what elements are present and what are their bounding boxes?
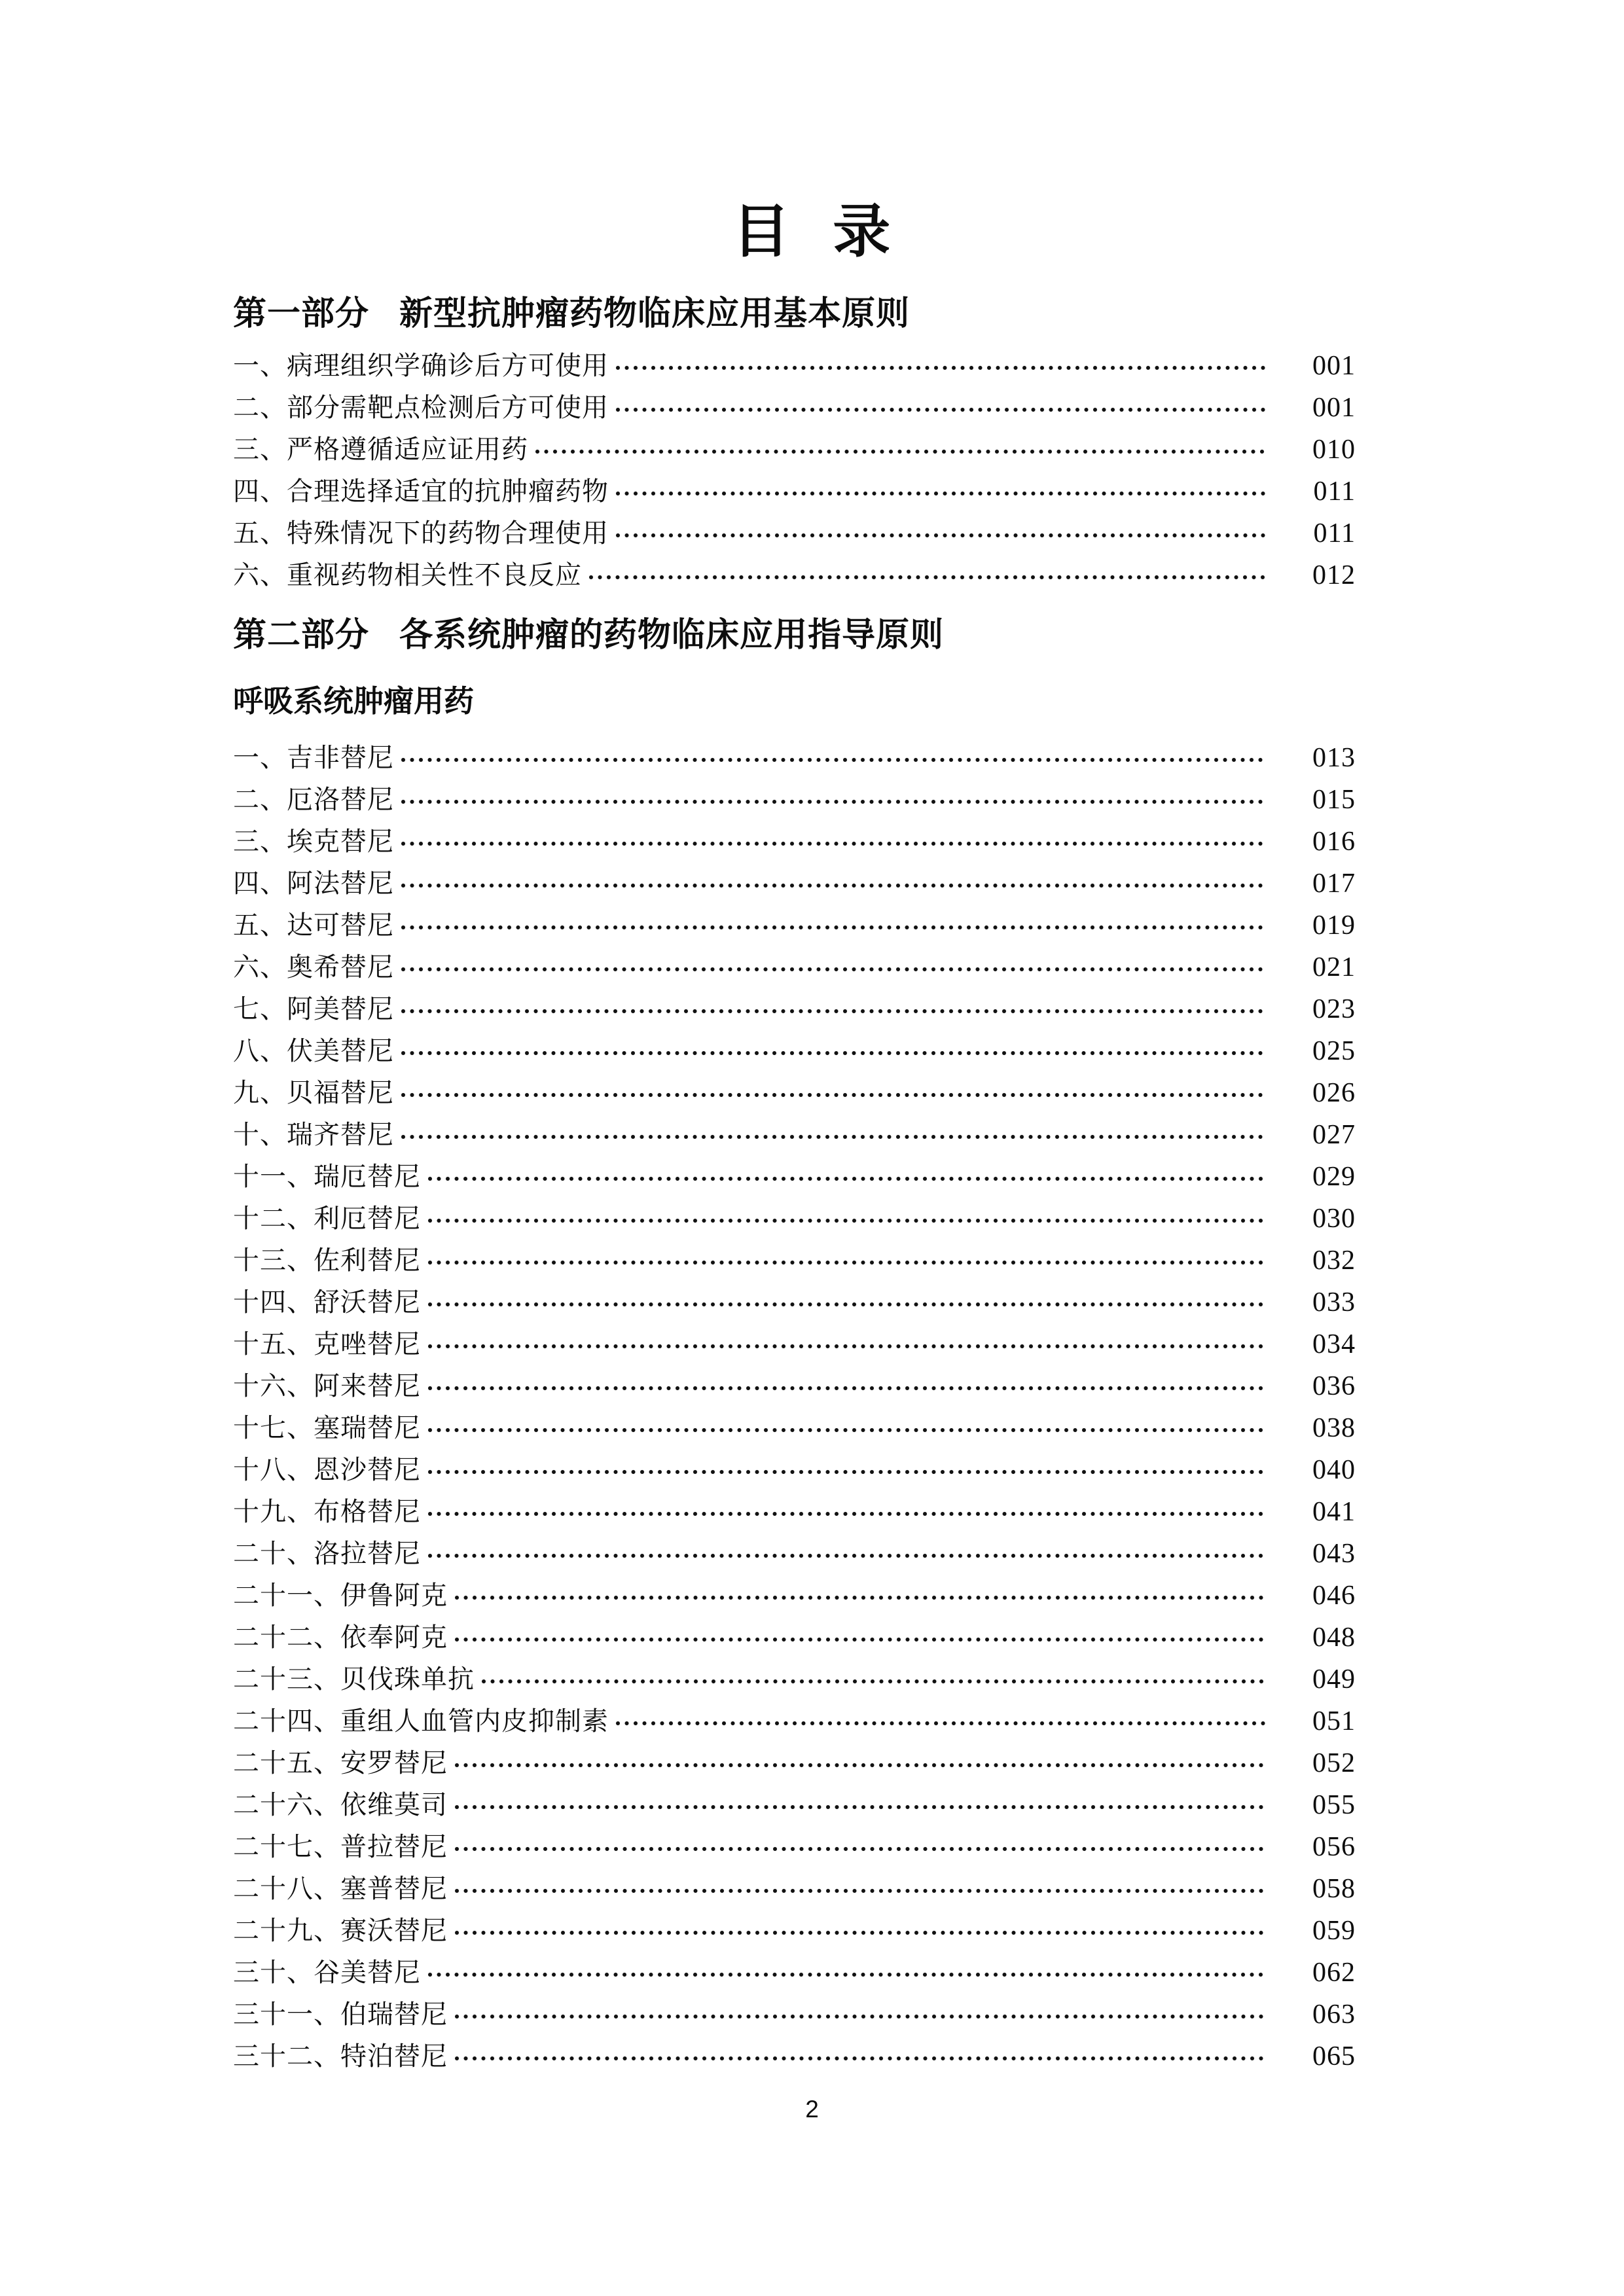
toc-entry-page: 017 xyxy=(1312,869,1356,899)
toc-entry xyxy=(233,1072,1356,1114)
toc-entry xyxy=(233,1617,1356,1659)
toc-entry-label: 二十六、依维莫司 xyxy=(233,1790,448,1820)
dotted-leader xyxy=(401,883,1265,888)
toc-entry xyxy=(233,1742,1356,1784)
toc-entry xyxy=(233,1952,1356,1994)
toc-entry-page: 034 xyxy=(1312,1329,1356,1360)
dotted-leader xyxy=(615,407,1265,412)
page-number: 2 xyxy=(805,2096,819,2123)
toc-entry xyxy=(233,1282,1356,1323)
toc-entry-label: 十四、舒沃替尼 xyxy=(233,1287,421,1318)
dotted-leader xyxy=(454,1763,1265,1768)
toc-entry-page: 030 xyxy=(1312,1204,1356,1234)
toc-entry-label: 二十一、伊鲁阿克 xyxy=(233,1581,448,1611)
toc-entry-page: 026 xyxy=(1312,1078,1356,1109)
toc-entry-page: 038 xyxy=(1312,1413,1356,1444)
part1-heading-title: 新型抗肿瘤药物临床应用基本原则 xyxy=(399,295,911,332)
toc-entry-label: 十七、塞瑞替尼 xyxy=(233,1413,421,1443)
toc-entry-label: 五、达可替尼 xyxy=(233,910,394,941)
toc-entry-page: 048 xyxy=(1312,1623,1356,1653)
dotted-leader xyxy=(454,1595,1265,1600)
dotted-leader xyxy=(401,1092,1265,1098)
dotted-leader xyxy=(454,2056,1265,2061)
toc-entry-page: 052 xyxy=(1312,1748,1356,1779)
dotted-leader xyxy=(588,575,1265,580)
toc-entry xyxy=(233,1323,1356,1365)
dotted-leader xyxy=(481,1679,1265,1684)
toc-entry-label: 二十七、普拉替尼 xyxy=(233,1832,448,1862)
toc-entry-label: 六、奥希替尼 xyxy=(233,952,394,982)
dotted-leader xyxy=(615,365,1265,370)
toc-entry-label: 十、瑞齐替尼 xyxy=(233,1120,394,1150)
toc-entry xyxy=(233,988,1356,1030)
toc-entry-page: 041 xyxy=(1312,1497,1356,1528)
toc-entry-page: 025 xyxy=(1312,1036,1356,1067)
dotted-leader xyxy=(454,1804,1265,1810)
toc-entry-label: 二十二、依奉阿克 xyxy=(233,1623,448,1653)
part2-heading-label: 第二部分 xyxy=(233,615,370,653)
dotted-leader xyxy=(401,1009,1265,1014)
dotted-leader xyxy=(401,1134,1265,1139)
toc-entry-label: 二十八、塞普替尼 xyxy=(233,1874,448,1904)
toc-entry-page: 001 xyxy=(1312,350,1356,381)
toc-entry xyxy=(233,1114,1356,1156)
toc-entry-label: 十一、瑞厄替尼 xyxy=(233,1162,421,1192)
toc-entry xyxy=(233,1407,1356,1449)
toc-entry-label: 十八、恩沙替尼 xyxy=(233,1455,421,1485)
part1-entries xyxy=(233,345,1356,596)
toc-entry-page: 013 xyxy=(1312,743,1356,774)
dotted-leader xyxy=(427,1386,1265,1391)
toc-entry xyxy=(233,554,1356,596)
dotted-leader xyxy=(615,533,1265,538)
toc-entry-label: 一、病理组织学确诊后方可使用 xyxy=(233,350,609,380)
toc-entry xyxy=(233,1826,1356,1868)
toc-entry-label: 三十二、特泊替尼 xyxy=(233,2041,448,2072)
toc-entry-label: 四、阿法替尼 xyxy=(233,869,394,899)
toc-entry xyxy=(233,1910,1356,1952)
toc-entry-page: 001 xyxy=(1312,392,1356,423)
toc-entry-page: 043 xyxy=(1312,1539,1356,1570)
dotted-leader xyxy=(427,1972,1265,1977)
toc-entry-label: 二十四、重组人血管内皮抑制素 xyxy=(233,1706,609,1736)
toc-entry-label: 十二、利厄替尼 xyxy=(233,1204,421,1234)
toc-entry-page: 021 xyxy=(1312,952,1356,983)
toc-entry xyxy=(233,946,1356,988)
toc-entry xyxy=(233,1868,1356,1910)
toc-entry-page: 016 xyxy=(1312,827,1356,857)
toc-entry-label: 二十、洛拉替尼 xyxy=(233,1539,421,1569)
toc-entry xyxy=(233,471,1356,512)
toc-entry-page: 040 xyxy=(1312,1455,1356,1486)
toc-entry-page: 010 xyxy=(1312,434,1356,465)
toc-entry-page: 032 xyxy=(1312,1246,1356,1276)
toc-entry-label: 二十九、赛沃替尼 xyxy=(233,1916,448,1946)
toc-entry-page: 019 xyxy=(1312,910,1356,941)
toc-entry-label: 七、阿美替尼 xyxy=(233,994,394,1024)
dotted-leader xyxy=(401,799,1265,804)
toc-entry-label: 四、合理选择适宜的抗肿瘤药物 xyxy=(233,476,609,506)
toc-entry xyxy=(233,1533,1356,1575)
toc-entry-page: 011 xyxy=(1313,518,1356,548)
toc-entry-page: 058 xyxy=(1312,1874,1356,1905)
toc-entry-page: 063 xyxy=(1312,2000,1356,2030)
dotted-leader xyxy=(427,1218,1265,1223)
toc-entry xyxy=(233,1449,1356,1491)
toc-entry-page: 049 xyxy=(1312,1664,1356,1695)
toc-entry xyxy=(233,387,1356,429)
page-title: 目 录 xyxy=(732,201,892,264)
dotted-leader xyxy=(401,967,1265,972)
toc-entry xyxy=(233,1156,1356,1198)
toc-entry-page: 033 xyxy=(1312,1287,1356,1318)
dotted-leader xyxy=(535,449,1265,454)
toc-entry-label: 十六、阿来替尼 xyxy=(233,1371,421,1401)
toc-entry-label: 三、埃克替尼 xyxy=(233,827,394,857)
toc-entry-label: 三十、谷美替尼 xyxy=(233,1958,421,1988)
dotted-leader xyxy=(427,1553,1265,1558)
part2-heading xyxy=(233,616,1356,655)
toc-entry-label: 十五、克唑替尼 xyxy=(233,1329,421,1359)
toc-entry xyxy=(233,1365,1356,1407)
toc-entry xyxy=(233,429,1356,471)
dotted-leader xyxy=(427,1176,1265,1181)
toc-entry xyxy=(233,1575,1356,1617)
dotted-leader xyxy=(427,1511,1265,1516)
toc-entry-page: 011 xyxy=(1313,476,1356,507)
toc-entry-label: 三、严格遵循适应证用药 xyxy=(233,434,528,464)
toc-entry-page: 029 xyxy=(1312,1162,1356,1193)
toc-entry-page: 056 xyxy=(1312,1832,1356,1863)
toc-entry xyxy=(233,1784,1356,1826)
toc-entry-label: 九、贝福替尼 xyxy=(233,1078,394,1108)
toc-entry-page: 027 xyxy=(1312,1120,1356,1151)
toc-entry xyxy=(233,1700,1356,1742)
dotted-leader xyxy=(615,491,1265,496)
dotted-leader xyxy=(401,841,1265,846)
toc-entry xyxy=(233,737,1356,779)
toc-entry xyxy=(233,345,1356,387)
toc-entry-label: 二十五、安罗替尼 xyxy=(233,1748,448,1778)
toc-entry-label: 十九、布格替尼 xyxy=(233,1497,421,1527)
toc-entry-label: 三十一、伯瑞替尼 xyxy=(233,2000,448,2030)
toc-entry-label: 八、伏美替尼 xyxy=(233,1036,394,1066)
part2-heading-title: 各系统肿瘤的药物临床应用指导原则 xyxy=(399,615,945,653)
toc-entry xyxy=(233,1659,1356,1700)
toc-entry-page: 036 xyxy=(1312,1371,1356,1402)
toc-entry xyxy=(233,512,1356,554)
toc-entry xyxy=(233,2036,1356,2077)
toc-entry xyxy=(233,863,1356,905)
toc-entry-page: 046 xyxy=(1312,1581,1356,1611)
part1-heading xyxy=(233,295,1356,333)
part2-entries xyxy=(233,737,1356,2077)
toc-entry xyxy=(233,779,1356,821)
dotted-leader xyxy=(454,1930,1265,1935)
toc-entry-page: 059 xyxy=(1312,1916,1356,1946)
toc-entry-label: 五、特殊情况下的药物合理使用 xyxy=(233,518,609,548)
dotted-leader xyxy=(454,1846,1265,1852)
dotted-leader xyxy=(401,1050,1265,1056)
toc-entry xyxy=(233,821,1356,863)
toc-entry-page: 055 xyxy=(1312,1790,1356,1821)
dotted-leader xyxy=(427,1302,1265,1307)
dotted-leader xyxy=(454,2014,1265,2019)
dotted-leader xyxy=(401,757,1265,762)
toc-entry xyxy=(233,1491,1356,1533)
toc-entry-label: 十三、佐利替尼 xyxy=(233,1246,421,1276)
dotted-leader xyxy=(401,925,1265,930)
part1-heading-label: 第一部分 xyxy=(233,295,370,332)
toc-entry-label: 六、重视药物相关性不良反应 xyxy=(233,560,582,590)
dotted-leader xyxy=(427,1469,1265,1475)
toc-entry-page: 051 xyxy=(1312,1706,1356,1737)
toc-entry xyxy=(233,905,1356,946)
dotted-leader xyxy=(454,1637,1265,1642)
toc-entry-label: 二、厄洛替尼 xyxy=(233,785,394,815)
dotted-leader xyxy=(427,1427,1265,1433)
dotted-leader xyxy=(615,1721,1265,1726)
toc-content xyxy=(0,295,1624,2077)
toc-entry xyxy=(233,1030,1356,1072)
dotted-leader xyxy=(454,1888,1265,1893)
toc-entry-page: 065 xyxy=(1312,2041,1356,2072)
toc-entry-page: 023 xyxy=(1312,994,1356,1025)
toc-entry-label: 二十三、贝伐珠单抗 xyxy=(233,1664,475,1695)
toc-entry-page: 062 xyxy=(1312,1958,1356,1988)
toc-entry xyxy=(233,1240,1356,1282)
toc-entry xyxy=(233,1198,1356,1240)
toc-entry xyxy=(233,1994,1356,2036)
dotted-leader xyxy=(427,1260,1265,1265)
toc-entry-label: 一、吉非替尼 xyxy=(233,743,394,773)
dotted-leader xyxy=(427,1344,1265,1349)
toc-entry-page: 015 xyxy=(1312,785,1356,816)
toc-entry-label: 二、部分需靶点检测后方可使用 xyxy=(233,392,609,422)
part2-subheading: 呼吸系统肿瘤用药 xyxy=(233,684,474,719)
toc-entry-page: 012 xyxy=(1312,560,1356,590)
